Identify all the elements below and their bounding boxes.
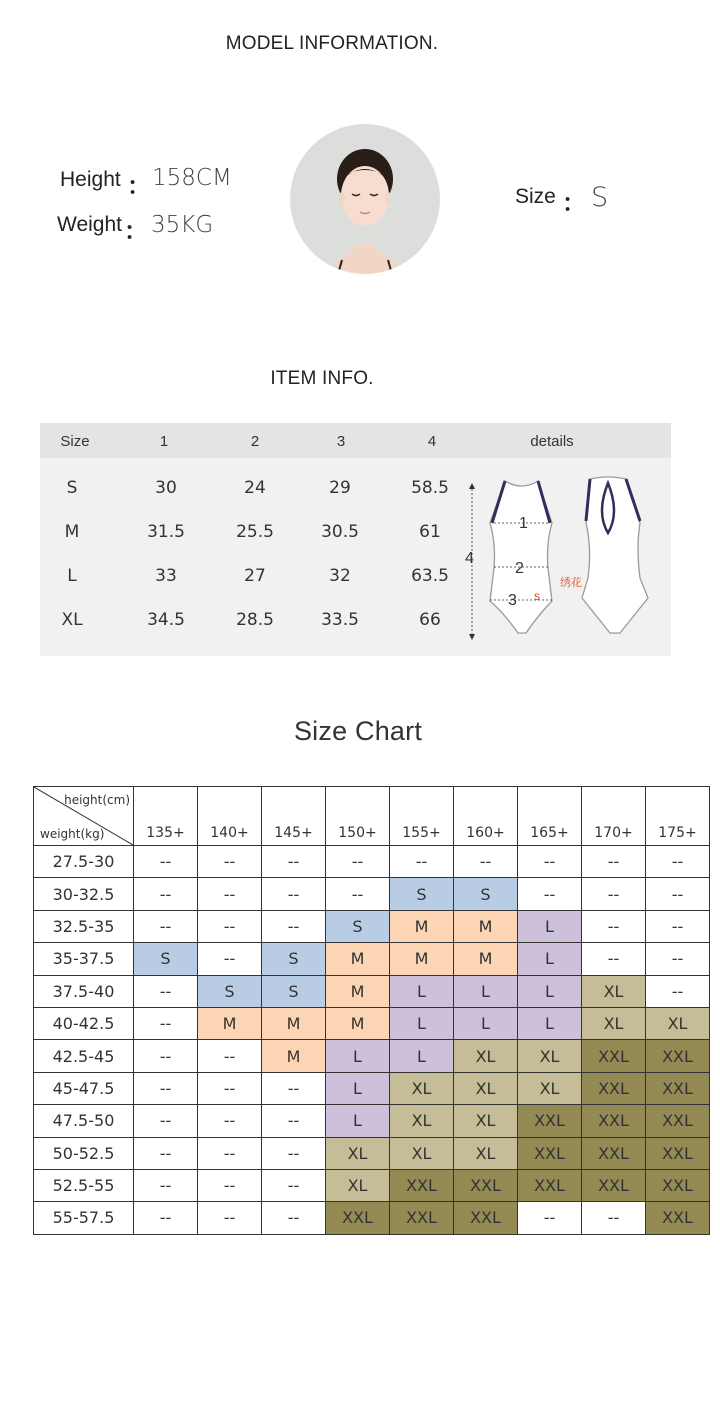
size-cell: XL [390, 1137, 454, 1169]
size-cell: -- [262, 910, 326, 942]
size-cell: S [134, 943, 198, 975]
size-cell: XL [454, 1040, 518, 1072]
item-info-header [40, 423, 671, 458]
row-l-2: 27 [244, 566, 266, 586]
size-chart-row [34, 1137, 710, 1169]
size-cell: XL [326, 1169, 390, 1201]
size-cell: -- [582, 846, 646, 878]
height-colon: ： [127, 173, 151, 200]
size-label: Size [515, 185, 556, 208]
size-chart-row [34, 1007, 710, 1039]
size-cell: -- [134, 1137, 198, 1169]
size-cell: XXL [646, 1105, 710, 1137]
size-cell: -- [134, 975, 198, 1007]
size-cell: -- [326, 878, 390, 910]
leotard-diagram-icon [460, 473, 660, 648]
size-cell: -- [198, 1040, 262, 1072]
size-cell: XXL [518, 1169, 582, 1201]
header-2: 2 [250, 433, 260, 450]
diagram-label-4: 4 [465, 550, 474, 567]
weight-range-cell: 47.5-50 [34, 1105, 134, 1137]
size-cell: XL [454, 1072, 518, 1104]
size-cell: -- [518, 1202, 582, 1234]
row-l-1: 33 [155, 566, 177, 586]
size-cell: S [454, 878, 518, 910]
diagram-label-s: s [534, 589, 540, 603]
size-chart-row [34, 878, 710, 910]
size-cell: XL [582, 1007, 646, 1039]
size-cell: L [518, 910, 582, 942]
size-cell: -- [582, 1202, 646, 1234]
row-m-3: 30.5 [321, 522, 359, 542]
diagram-label-3: 3 [508, 592, 517, 609]
size-chart-row [34, 1169, 710, 1201]
size-cell: L [518, 975, 582, 1007]
size-cell: XXL [582, 1137, 646, 1169]
size-cell: L [326, 1040, 390, 1072]
row-s-4: 58.5 [411, 478, 449, 498]
weight-range-cell: 27.5-30 [34, 846, 134, 878]
size-cell: XXL [582, 1072, 646, 1104]
size-chart-row [34, 1040, 710, 1072]
size-chart-row [34, 975, 710, 1007]
size-cell: -- [646, 943, 710, 975]
size-cell: -- [134, 910, 198, 942]
size-cell: -- [582, 943, 646, 975]
size-cell: -- [134, 1072, 198, 1104]
size-cell: XL [390, 1072, 454, 1104]
size-cell: M [454, 910, 518, 942]
height-header-cell: 160+ [454, 787, 518, 846]
size-cell: XXL [646, 1040, 710, 1072]
size-cell: L [390, 975, 454, 1007]
size-cell: S [390, 878, 454, 910]
size-cell: S [326, 910, 390, 942]
size-cell: -- [582, 878, 646, 910]
size-cell: -- [262, 1202, 326, 1234]
size-cell: -- [198, 878, 262, 910]
size-cell: XL [326, 1137, 390, 1169]
size-cell: -- [198, 1202, 262, 1234]
size-cell: M [262, 1040, 326, 1072]
size-cell: XXL [454, 1169, 518, 1201]
size-cell: -- [646, 910, 710, 942]
size-chart-corner [34, 787, 134, 846]
row-l-size: L [67, 566, 77, 586]
size-cell: -- [646, 975, 710, 1007]
weight-range-cell: 30-32.5 [34, 878, 134, 910]
header-4: 4 [427, 433, 437, 450]
size-cell: XXL [454, 1202, 518, 1234]
size-cell: -- [262, 1105, 326, 1137]
size-cell: L [454, 975, 518, 1007]
size-cell: S [262, 943, 326, 975]
weight-range-cell: 52.5-55 [34, 1169, 134, 1201]
item-info-table [40, 423, 671, 656]
height-header-cell: 135+ [134, 787, 198, 846]
row-xl-size: XL [61, 610, 83, 630]
size-chart-row [34, 1072, 710, 1104]
size-cell: -- [134, 1105, 198, 1137]
size-cell: -- [198, 1105, 262, 1137]
size-cell: L [326, 1072, 390, 1104]
size-cell: XXL [390, 1169, 454, 1201]
size-cell: -- [134, 878, 198, 910]
weight-label: Weight [57, 213, 122, 236]
diagram-label-1: 1 [519, 515, 528, 532]
size-cell: XL [646, 1007, 710, 1039]
size-cell: XXL [518, 1137, 582, 1169]
size-chart-table [33, 786, 710, 1235]
size-cell: XL [518, 1040, 582, 1072]
height-label: Height [60, 168, 121, 191]
size-cell: M [454, 943, 518, 975]
row-xl-3: 33.5 [321, 610, 359, 630]
size-cell: -- [454, 846, 518, 878]
size-cell: L [390, 1040, 454, 1072]
size-cell: XXL [582, 1169, 646, 1201]
size-cell: -- [134, 1169, 198, 1201]
size-cell: XXL [582, 1040, 646, 1072]
row-l-3: 32 [329, 566, 351, 586]
size-cell: M [198, 1007, 262, 1039]
row-s-3: 29 [329, 478, 351, 498]
size-cell: XL [518, 1072, 582, 1104]
row-m-2: 25.5 [236, 522, 274, 542]
corner-weight-label: weight(kg) [40, 827, 105, 841]
size-cell: XL [454, 1105, 518, 1137]
size-cell: -- [198, 943, 262, 975]
size-cell: -- [134, 1202, 198, 1234]
size-cell: M [262, 1007, 326, 1039]
height-header-cell: 165+ [518, 787, 582, 846]
size-value: S [591, 182, 609, 213]
size-cell: -- [262, 846, 326, 878]
model-portrait-icon [290, 124, 440, 274]
weight-range-cell: 55-57.5 [34, 1202, 134, 1234]
weight-range-cell: 50-52.5 [34, 1137, 134, 1169]
size-cell: -- [198, 1072, 262, 1104]
size-cell: -- [134, 1040, 198, 1072]
weight-range-cell: 40-42.5 [34, 1007, 134, 1039]
row-s-size: S [66, 478, 78, 498]
size-chart-header-row [34, 787, 710, 846]
size-cell: M [326, 1007, 390, 1039]
size-cell: XXL [326, 1202, 390, 1234]
row-l-4: 63.5 [411, 566, 449, 586]
size-cell: XXL [390, 1202, 454, 1234]
corner-height-label: height(cm) [64, 793, 130, 807]
header-3: 3 [336, 433, 346, 450]
size-chart-row [34, 943, 710, 975]
size-chart-row [34, 846, 710, 878]
size-chart-title: Size Chart [293, 716, 423, 746]
size-cell: -- [134, 846, 198, 878]
model-avatar [290, 124, 440, 274]
size-cell: -- [134, 1007, 198, 1039]
size-cell: -- [390, 846, 454, 878]
row-m-1: 31.5 [147, 522, 185, 542]
height-header-cell: 170+ [582, 787, 646, 846]
size-cell: M [390, 943, 454, 975]
size-cell: M [390, 910, 454, 942]
size-cell: -- [262, 1072, 326, 1104]
size-cell: -- [198, 1137, 262, 1169]
size-cell: L [390, 1007, 454, 1039]
item-info-title: ITEM INFO. [270, 368, 374, 389]
row-xl-4: 66 [419, 610, 441, 630]
size-cell: -- [198, 846, 262, 878]
size-cell: -- [262, 1137, 326, 1169]
size-cell: -- [518, 846, 582, 878]
size-chart-row [34, 1105, 710, 1137]
row-s-2: 24 [244, 478, 266, 498]
size-cell: L [518, 1007, 582, 1039]
size-cell: M [326, 975, 390, 1007]
size-cell: -- [262, 878, 326, 910]
row-s-1: 30 [155, 478, 177, 498]
size-cell: -- [518, 878, 582, 910]
diagram-label-2: 2 [515, 560, 524, 577]
size-colon: ： [562, 190, 586, 217]
weight-range-cell: 45-47.5 [34, 1072, 134, 1104]
weight-colon: ： [124, 218, 148, 245]
weight-range-cell: 37.5-40 [34, 975, 134, 1007]
size-cell: -- [198, 1169, 262, 1201]
size-cell: XL [454, 1137, 518, 1169]
size-cell: S [262, 975, 326, 1007]
row-xl-2: 28.5 [236, 610, 274, 630]
size-cell: -- [646, 846, 710, 878]
size-cell: XXL [646, 1137, 710, 1169]
weight-range-cell: 35-37.5 [34, 943, 134, 975]
size-cell: M [326, 943, 390, 975]
model-info-title: MODEL INFORMATION. [225, 33, 439, 54]
height-header-cell: 155+ [390, 787, 454, 846]
header-1: 1 [159, 433, 169, 450]
size-cell: L [326, 1105, 390, 1137]
row-xl-1: 34.5 [147, 610, 185, 630]
size-cell: -- [262, 1169, 326, 1201]
header-details: details [530, 433, 574, 450]
height-header-cell: 145+ [262, 787, 326, 846]
size-cell: XXL [646, 1072, 710, 1104]
size-cell: L [454, 1007, 518, 1039]
size-cell: -- [646, 878, 710, 910]
diagram-label-embroidery: 绣花 [560, 576, 582, 589]
size-cell: S [198, 975, 262, 1007]
height-header-cell: 140+ [198, 787, 262, 846]
size-cell: XXL [518, 1105, 582, 1137]
size-chart-row [34, 910, 710, 942]
size-cell: -- [198, 910, 262, 942]
size-cell: -- [582, 910, 646, 942]
size-cell: XXL [646, 1202, 710, 1234]
header-size: Size [60, 433, 90, 450]
size-cell: -- [326, 846, 390, 878]
size-cell: XXL [646, 1169, 710, 1201]
size-cell: XXL [582, 1105, 646, 1137]
size-cell: XL [390, 1105, 454, 1137]
height-value: 158CM [152, 165, 232, 191]
weight-value: 35KG [151, 212, 214, 238]
row-m-4: 61 [419, 522, 441, 542]
size-cell: L [518, 943, 582, 975]
weight-range-cell: 32.5-35 [34, 910, 134, 942]
height-header-cell: 150+ [326, 787, 390, 846]
size-chart-row [34, 1202, 710, 1234]
weight-range-cell: 42.5-45 [34, 1040, 134, 1072]
size-cell: XL [582, 975, 646, 1007]
row-m-size: M [64, 522, 80, 542]
height-header-cell: 175+ [646, 787, 710, 846]
